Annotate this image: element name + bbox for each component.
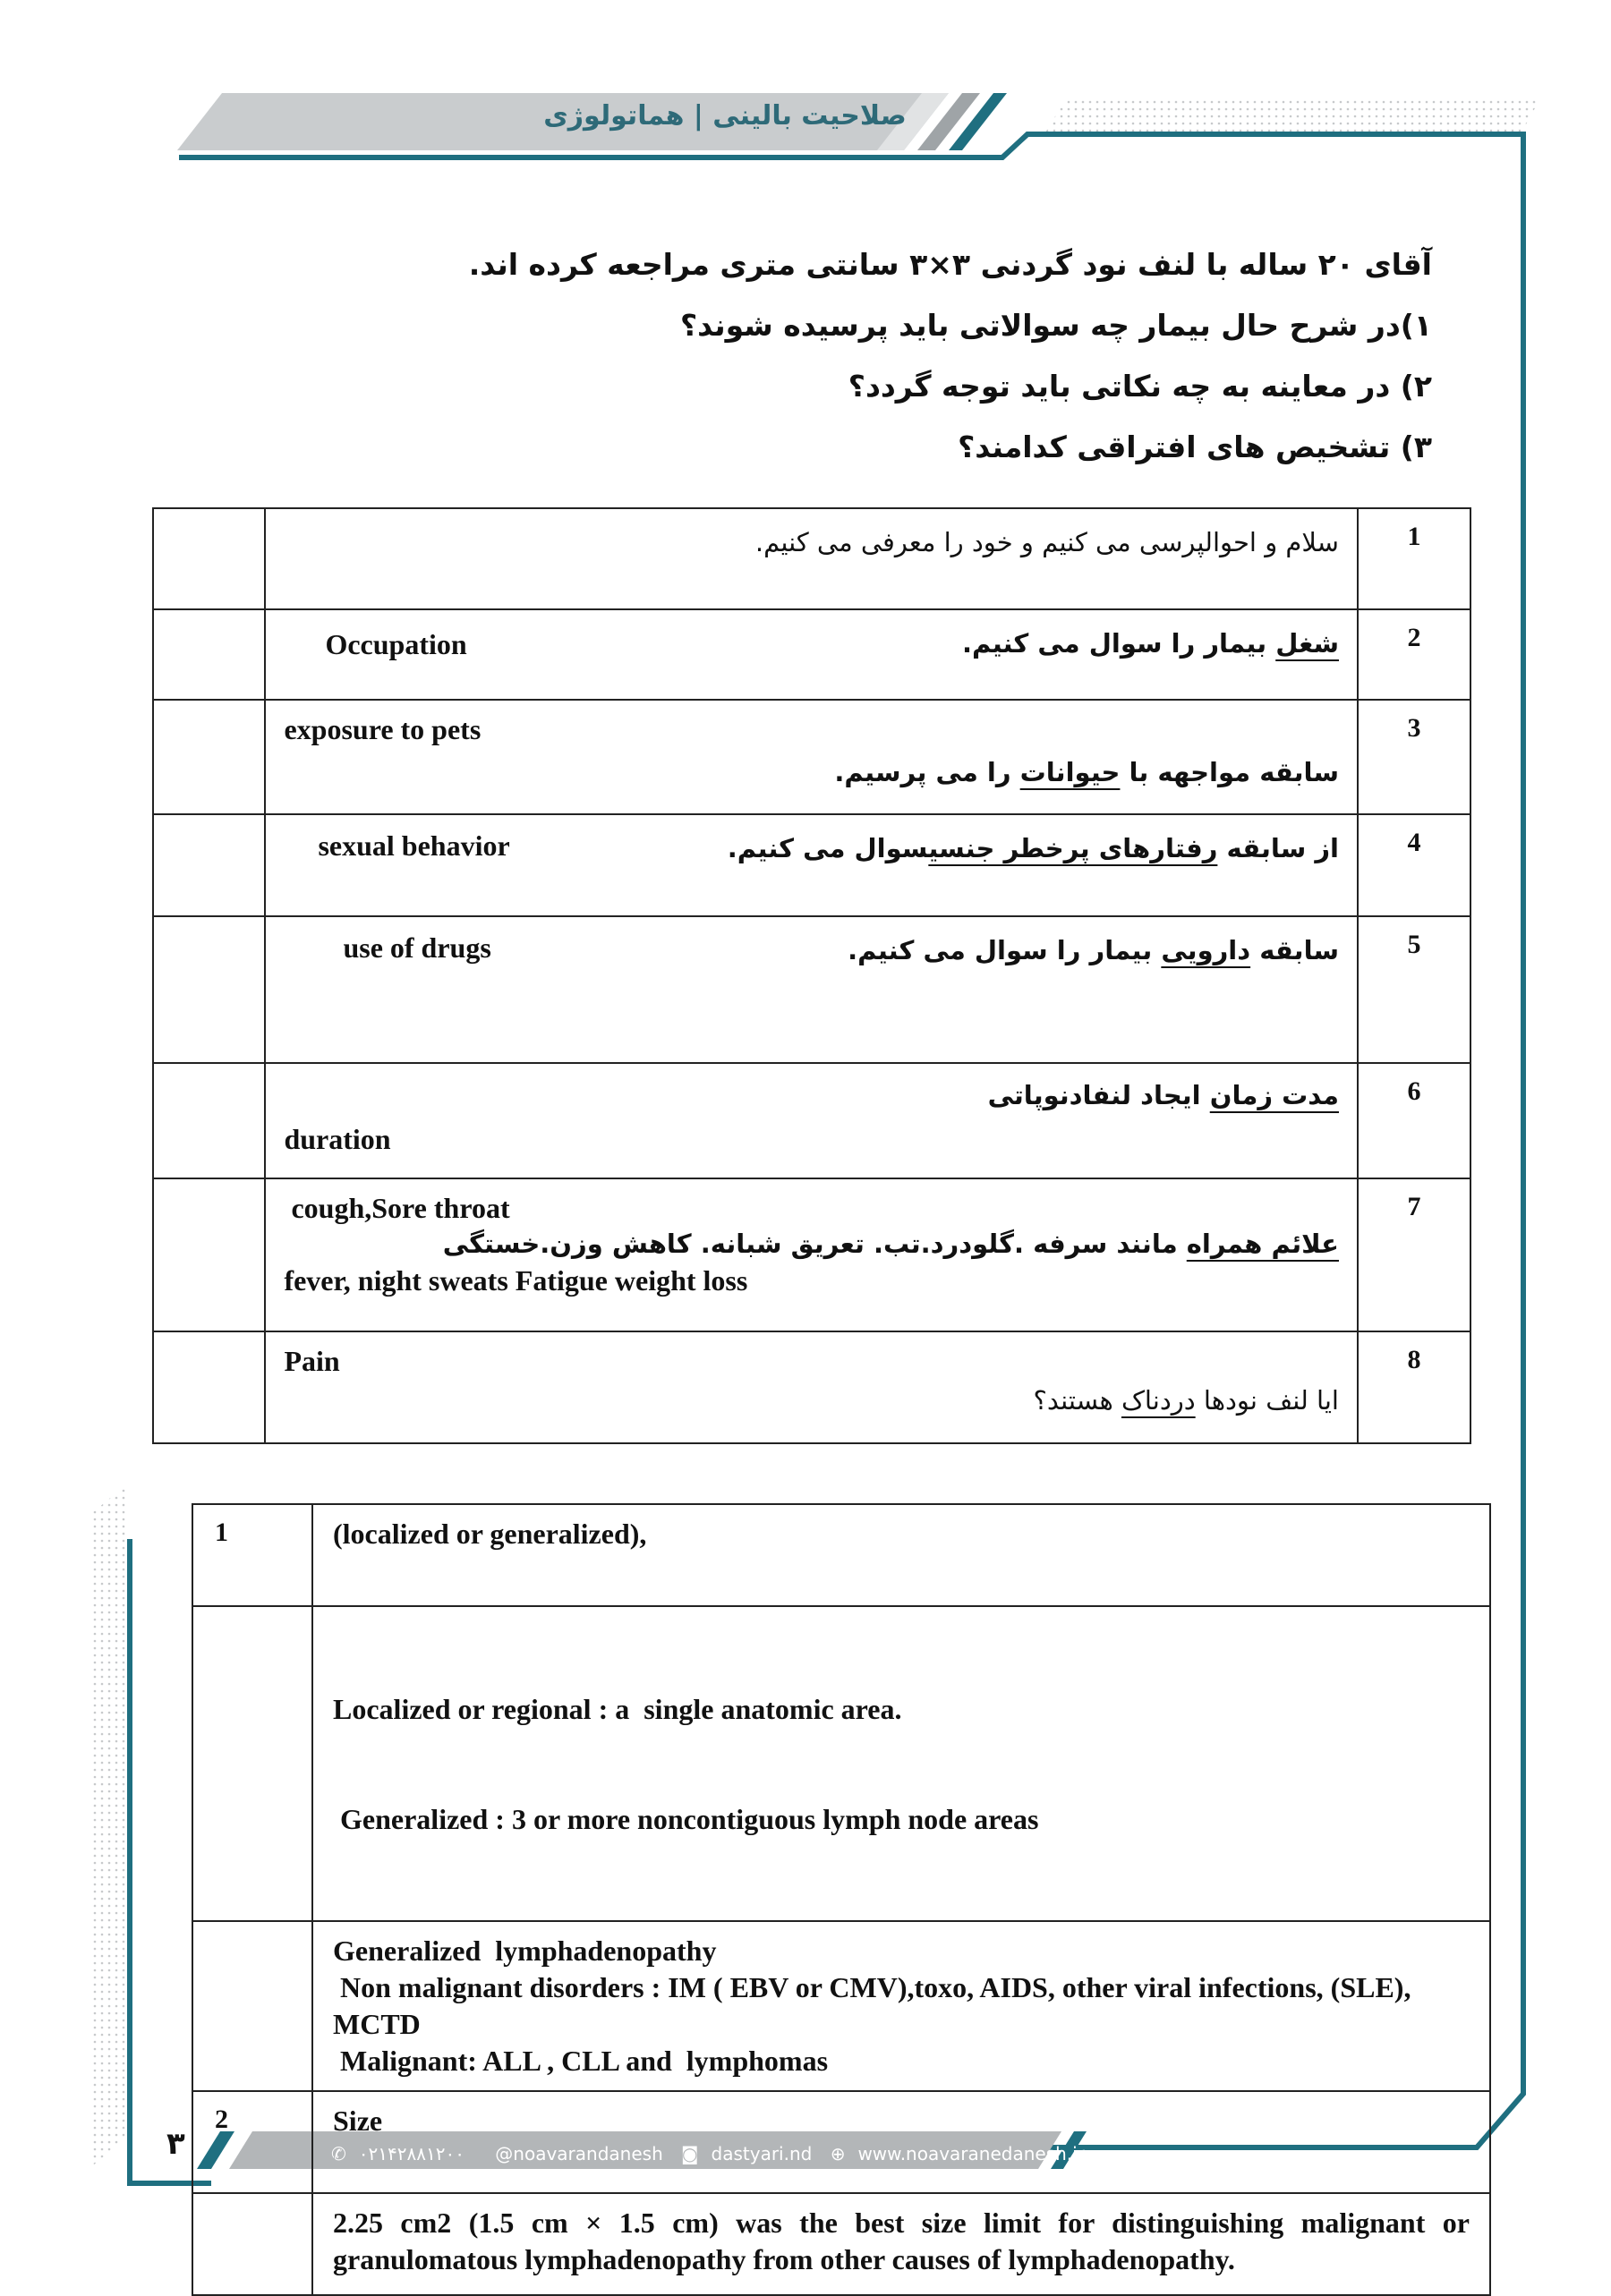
- row-en-text: exposure to pets: [284, 713, 482, 745]
- row-en-text: fever, night sweats Fatigue weight loss: [284, 1264, 748, 1297]
- case-statement: آقای ۲۰ ساله با لنف نود گردنی ۳×۳ سانتی متری مراجعه کرده اند.: [468, 247, 1432, 282]
- row-en-text: sexual behavior: [318, 829, 510, 862]
- row-fa-text: علائم همراه مانند سرفه .گلودرد.تب. تعریق شبانه. کاهش وزن.خستگی: [442, 1229, 1339, 1259]
- row-number: 1: [192, 1504, 312, 1606]
- row-fa-text: از سابقه رفتارهای پرخطر جنسیسوال می کنیم.: [727, 833, 1339, 863]
- row-fa-text: شغل بیمار را سوال می کنیم.: [961, 628, 1339, 659]
- row-fa-text: مدت زمان ایجاد لنفادنوپاتی: [987, 1080, 1339, 1110]
- footer-website[interactable]: www.noavaranedanesh.ir: [857, 2143, 1085, 2164]
- table-row: [153, 1178, 1470, 1331]
- table-row: [153, 700, 1470, 814]
- page-number: ۳: [166, 2126, 185, 2162]
- instagram-icon: ◙: [681, 2143, 699, 2164]
- exam-table: [192, 1503, 1491, 2296]
- footer-contacts: [331, 2143, 1085, 2164]
- table-row: [153, 609, 1470, 700]
- table-row: [153, 508, 1470, 609]
- footer-phone: ۰۲۱۴۲۸۸۱۲۰۰: [358, 2143, 465, 2164]
- row-en-text: duration: [284, 1123, 391, 1155]
- row-fa-text: سابقه دارویی بیمار را سوال می کنیم.: [848, 935, 1339, 965]
- row-number: [192, 2193, 312, 2295]
- table-row: [192, 1504, 1490, 1606]
- table-row: [192, 1606, 1490, 1921]
- row-text: Size: [333, 2105, 383, 2137]
- phone-icon: ✆: [331, 2143, 346, 2164]
- history-table: [152, 507, 1471, 1444]
- row-number: 1: [1358, 508, 1470, 609]
- row-text: 2.25 cm2 (1.5 cm × 1.5 cm) was the best size limit for distinguishing malignant or granulomatous lymphadenopathy from other causes of lymphadenopathy.: [333, 2207, 1470, 2275]
- row-number: [192, 1606, 312, 1921]
- case-intro: [448, 234, 1432, 478]
- question-1: ۱)در شرح حال بیمار چه سوالاتی باید پرسیده شوند؟: [680, 308, 1432, 343]
- row-text: Non malignant disorders : IM ( EBV or CMV),toxo, AIDS, other viral infections, (SLE), MCTD: [333, 1971, 1419, 2040]
- row-en-text: Pain: [284, 1345, 340, 1377]
- table-row: [153, 916, 1470, 1063]
- table-row: [192, 2193, 1490, 2295]
- header-title: صلاحیت بالینی | هماتولوژی: [543, 100, 907, 132]
- row-number: 3: [1358, 700, 1470, 814]
- row-number: 8: [1358, 1331, 1470, 1443]
- row-number: 4: [1358, 814, 1470, 916]
- row-en-text: Occupation: [325, 628, 467, 660]
- row-en-text: cough,Sore throat: [291, 1192, 510, 1224]
- row-number: 6: [1358, 1063, 1470, 1178]
- row-number: 7: [1358, 1178, 1470, 1331]
- row-fa-text: ایا لنف نودها دردناک هستند؟: [1033, 1385, 1339, 1416]
- table-row: [153, 814, 1470, 916]
- table-row: [153, 1331, 1470, 1443]
- row-number: 2: [192, 2091, 312, 2193]
- footer-instagram-1[interactable]: @noavarandanesh: [495, 2143, 663, 2164]
- row-en-text: use of drugs: [343, 931, 491, 964]
- row-fa-text: سابقه مواجهه با حیوانات را می پرسیم.: [834, 757, 1339, 787]
- row-text: Malignant: ALL , CLL and lymphomas: [333, 2045, 829, 2077]
- row-number: 2: [1358, 609, 1470, 700]
- table-row: [153, 1063, 1470, 1178]
- row-fa-text: سلام و احوالپرسی می کنیم و خود را معرفی می کنیم.: [754, 527, 1339, 557]
- globe-icon: ⊕: [830, 2143, 846, 2164]
- table-row: [192, 2091, 1490, 2193]
- row-number: 5: [1358, 916, 1470, 1063]
- row-text: Generalized lymphadenopathy: [333, 1935, 717, 1967]
- row-text: Localized or regional : a single anatomic area.: [333, 1693, 902, 1725]
- row-text: Generalized : 3 or more noncontiguous lymph node areas: [333, 1803, 1039, 1835]
- question-2: ۲) در معاینه به چه نکاتی باید توجه گردد؟: [848, 369, 1432, 404]
- row-number: [192, 1921, 312, 2091]
- question-3: ۳) تشخیص های افتراقی کدامند؟: [958, 429, 1432, 464]
- row-text: (localized or generalized),: [333, 1518, 647, 1550]
- footer-instagram-2[interactable]: dastyari.nd: [711, 2143, 813, 2164]
- table-row: [192, 1921, 1490, 2091]
